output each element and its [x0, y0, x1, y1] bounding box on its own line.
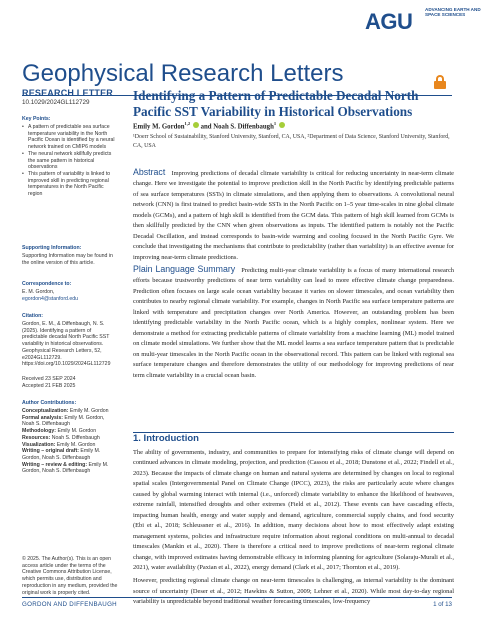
accepted-date: Accepted 21 FEB 2025: [22, 382, 76, 389]
author-affil-marker: 1: [273, 121, 277, 126]
supporting-heading: Supporting Information:: [22, 245, 82, 251]
agu-logo[interactable]: [365, 5, 481, 43]
contribution-item: Methodology: Emily M. Gordon: [22, 428, 97, 435]
header-bar: [0, 0, 481, 52]
contribution-item: Visualization: Emily M. Gordon: [22, 441, 96, 448]
article-title: Identifying a Pattern of Predictable Decadal North Pacific SST Variability in Historical Observations: [133, 88, 419, 119]
orcid-icon[interactable]: [279, 122, 285, 128]
abstract-text: Improving predictions of decadal climate variability is critical for reducing uncertainty in near-term climate change. Here we investigate the potential to improve prediction skill in the North Pacific by identifying predictable patterns of sea surface temperatures (SSTs) in climate simulations, and then applying them to observations. A convolutional neural network (CNN) is first trained to predict basin-wide SSTs in the North Pacific on 1–5 year time-scales in nine global climate models (GCMs), and a pattern of high skill is identified from the GCM data. This pattern of high skill learned from GCMs is then skillfully predicted by the CNN when given observations as inputs. The identified pattern is notably not the Pacific Decadal Oscillation, and instead corresponds to basin-wide warming and cooling focused in the North Pacific Gyre. We conclude that investigating the mechanisms that contribute to predictability (rather than variability) is an effective avenue for improving near-term climate predictions.: [133, 170, 454, 261]
article-type: RESEARCH LETTER: [22, 88, 114, 98]
contribution-item: Conceptualization: Emily M. Gordon: [22, 408, 109, 414]
footer-rule: [22, 597, 452, 598]
affiliations: ¹Doerr School of Sustainability, Stanford University, Stanford, CA, USA, ²Department of Data Science, Stanford University, Stanford, CA, USA: [133, 134, 450, 149]
footer-running-authors: GORDON AND DIFFENBAUGH: [22, 601, 117, 608]
supporting-information: [22, 245, 118, 266]
pls-heading: Plain Language Summary: [133, 264, 236, 274]
received-date: Received 23 SEP 2024: [22, 376, 76, 382]
correspondence-heading: Correspondence to:: [22, 281, 72, 287]
orcid-icon[interactable]: [193, 122, 199, 128]
footer-page-number: 1 of 13: [433, 601, 452, 608]
author-contributions: [22, 400, 118, 475]
introduction-body: [133, 448, 454, 608]
pls-text: Predicting multi-year climate variability is a focus of many international research efforts because trustworthy predictions of near term variability can lead to more effective climate change preparedness. Prediction often focuses on large scale ocean variability because it varies on slower timescales, and ocean variability then contributes to nearby regional climate variability. For example, changes in North Pacific sea surface temperature patterns are linked with temperature and precipitation changes over North America. However, an outstanding problem has been identifying predictable variability in the North Pacific ocean, which is a highly complex, nonlinear system. Here we demonstrate a method for extracting predictable patterns of climate variability from a machine learning (ML) model trained on climate model simulations. We further show that the ML model learns a sea surface temperature pattern that is predictable on multi-year timescales in the North Pacific ocean in the observational record. This pattern can be linked with regional sea surface temperature changes and therefore demonstrates the utility of our methodology for improving predictions of near term climate variability in a crucial ocean basin.: [133, 267, 454, 379]
introduction-paragraph: However, predicting regional climate change on near-term timescales is challenging, as internal variability is the dominant source of uncertainty (Deser et al., 2012; Hawkins & Sutton, 2009; Lehner et al., 2020). While most day-to-day regional variability is unpredictable beyond traditional weather forecasting timescales, low-frequency: [133, 577, 454, 606]
supporting-text: Supporting Information may be found in the online version of this article.: [22, 253, 113, 266]
correspondence: [22, 281, 118, 302]
agu-tagline: ADVANCING EARTH AND SPACE SCIENCES: [425, 7, 481, 18]
article-doi[interactable]: 10.1029/2024GL112729: [22, 99, 90, 106]
key-point: • This pattern of variability is linked to improved skill in predicting regional temperatures in the North Pacific region: [22, 171, 118, 198]
abstract: [133, 167, 454, 263]
contribution-item: Writing – original draft: Emily M. Gordon, Noah S. Diffenbaugh: [22, 448, 101, 461]
key-points-heading: Key Points:: [22, 116, 51, 122]
author-name[interactable]: Emily M. Gordon: [133, 123, 185, 131]
license: [22, 556, 118, 596]
contribution-item: Writing – review & editing: Emily M. Gordon, Noah S. Diffenbaugh: [22, 461, 109, 475]
author-line: [133, 121, 285, 130]
abstract-heading: Abstract: [133, 167, 166, 177]
author-name[interactable]: and Noah S. Diffenbaugh: [200, 123, 274, 131]
correspondence-email-link[interactable]: egordon4@stanford.edu: [22, 295, 79, 302]
open-access-lock-icon: [434, 75, 446, 89]
citation-text: Gordon, E. M., & Diffenbaugh, N. S. (2025). Identifying a pattern of predictable decadal North Pacific SST variability in historical observations. Geophysical Research Letters, 52, e2024GL112729. https://doi.org/10.1029/2024GL112729: [22, 321, 111, 368]
key-point: • A pattern of predictable sea surface temperature variability in the North Pacific Ocean is identified by a neural network trained on CMIP6 models: [22, 124, 118, 151]
plain-language-summary: [133, 264, 454, 381]
contribution-item: Formal analysis: Emily M. Gordon, Noah S. Diffenbaugh: [22, 414, 105, 428]
journal-title: Geophysical Research Letters: [22, 60, 344, 87]
contribution-item: Resources: Noah S. Diffenbaugh: [22, 434, 100, 441]
license-text: © 2025. The Author(s). This is an open access article under the terms of the Creative Commons Attribution License, which permits use, distribution and reproduction in any medium, provided the original work is properly cited.: [22, 556, 118, 596]
author-affil-marker: 1,2: [184, 121, 191, 126]
contrib-heading: Author Contributions:: [22, 400, 77, 406]
introduction-paragraph: The ability of governments, industry, and communities to prepare for intensifying risks of climate change will depend on continued advances in climate modeling, projection, and prediction (Cassou et al., 2018; Dunstone et al., 2022; Findell et al., 2023). Because the impacts of climate change on human and natural systems are determined by changes on local to regional spatial scales (Intergovernmental Panel on Climate Change (IPCC), 2023), the risks are particularly acute where changes caused by global warming interact with internal (i.e., unforced) climate variability to enhance the likelihood of heatwaves, extreme rainfall, intensified droughts and other extremes (Field et al., 2012). These events can have cascading effects, impacting human health, energy and water supply and demand, agriculture, commercial supply chains, and food security (Ebi et al., 2018; Schleussner et al., 2016). In addition, many decisions about how to most effectively adapt existing management systems, policies and infrastructure require information about regional conditions on multi-annual to decadal timescales (Mankin et al., 2020). There is therefore a critical need to improve predictions of near-term regional climate change, with improved estimates having demonstrable efficacy in informing planning for agriculture (Solaraju-Murali et al., 2021), water availability (Paxian et al., 2022), energy demand (Clark et al., 2017; Thornton et al., 2019).: [133, 449, 454, 571]
citation-heading: Citation:: [22, 313, 44, 319]
dates: [22, 376, 118, 389]
key-points: [22, 116, 118, 198]
agu-logo-text: AGU: [365, 9, 413, 34]
key-point: • The neural network skillfully predicts the same pattern in historical observations: [22, 151, 118, 171]
citation: [22, 313, 118, 368]
correspondence-name: E. M. Gordon,: [22, 289, 55, 295]
introduction-heading: 1. Introduction: [133, 433, 199, 444]
